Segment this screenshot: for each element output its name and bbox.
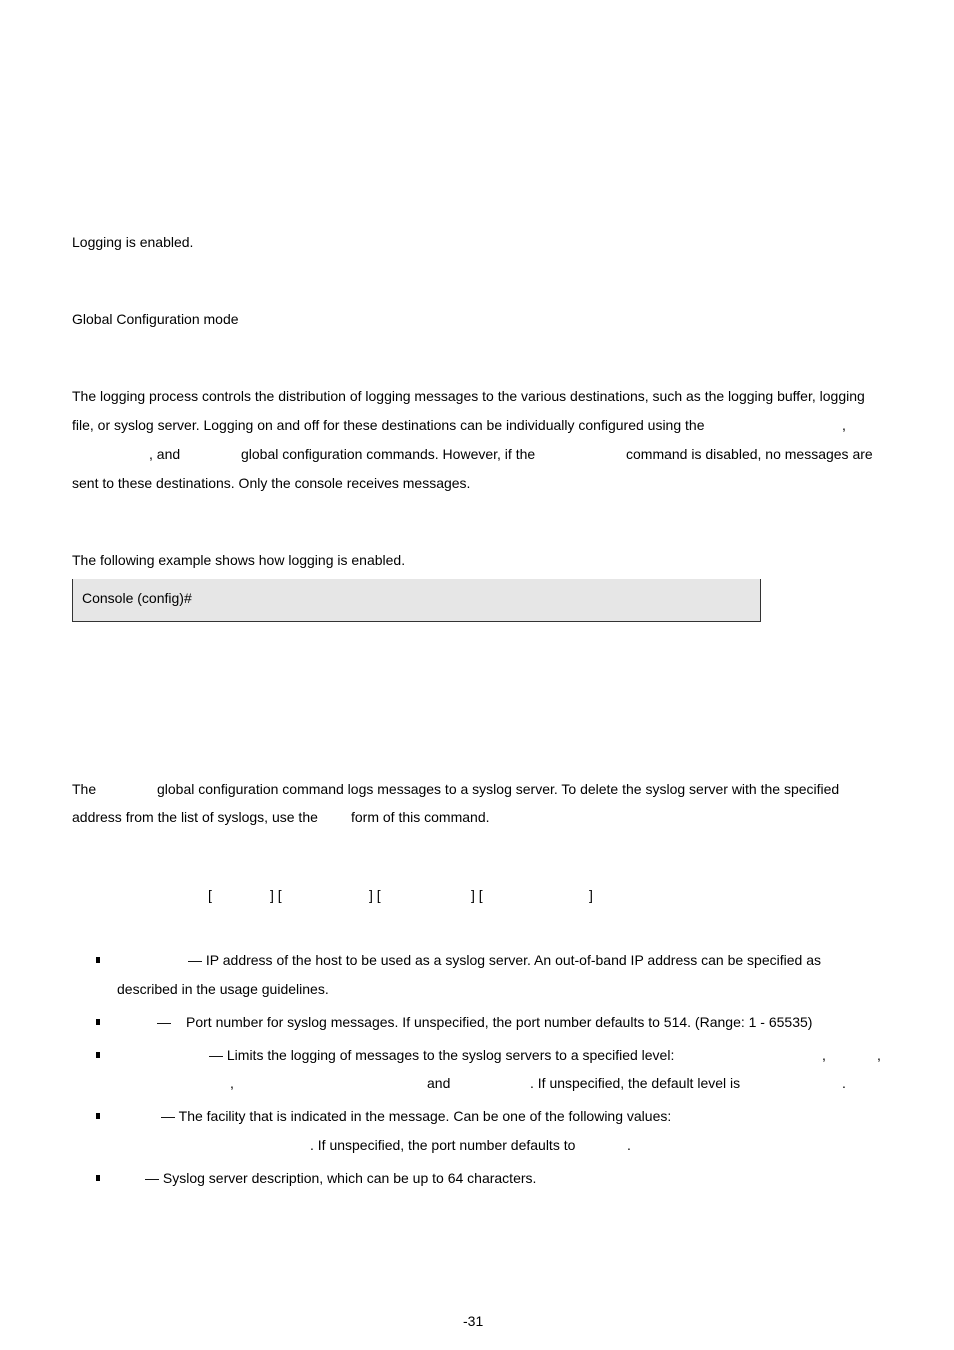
syntax-bracket-3: ] [ bbox=[369, 887, 381, 903]
host-desc-the: The bbox=[72, 781, 97, 797]
usage-line-3-middle: global configuration commands. However, if the bbox=[241, 446, 536, 462]
syntax-bracket-2: ] [ bbox=[270, 887, 282, 903]
param-severity-comma-3: , bbox=[230, 1075, 234, 1091]
param-severity-comma-1: , bbox=[822, 1047, 826, 1063]
param-host-line-2: described in the usage guidelines. bbox=[117, 981, 329, 997]
code-example-box bbox=[72, 579, 761, 622]
bullet-icon bbox=[96, 1052, 100, 1058]
param-severity-period: . bbox=[842, 1075, 846, 1091]
bullet-icon bbox=[96, 1175, 100, 1181]
param-facility-line-1: — The facility that is indicated in the message. Can be one of the following values: bbox=[161, 1108, 672, 1124]
param-severity-tail: . If unspecified, the default level is bbox=[530, 1075, 741, 1091]
example-intro: The following example shows how logging is enabled. bbox=[72, 552, 406, 568]
syntax-bracket-4: ] [ bbox=[471, 887, 483, 903]
usage-line-3-and: , and bbox=[149, 446, 181, 462]
syntax-bracket-5: ] bbox=[589, 887, 593, 903]
default-text: Logging is enabled. bbox=[72, 234, 194, 250]
param-host-line-1: — IP address of the host to be used as a syslog server. An out-of-band IP address can be specified as bbox=[188, 952, 821, 968]
param-severity-comma-2: , bbox=[877, 1047, 881, 1063]
host-desc-line-1: global configuration command logs messages to a syslog server. To delete the syslog server with the specified bbox=[157, 781, 840, 797]
param-severity-line-1: — Limits the logging of messages to the syslog servers to a specified level: bbox=[209, 1047, 675, 1063]
mode-text: Global Configuration mode bbox=[72, 311, 239, 327]
param-facility-period: . bbox=[627, 1137, 631, 1153]
syntax-bracket-1: [ bbox=[208, 887, 212, 903]
usage-line-2-comma: , bbox=[842, 417, 846, 433]
param-port-dash: — bbox=[157, 1014, 171, 1030]
param-severity-and: and bbox=[427, 1075, 451, 1091]
page-number: -31 bbox=[463, 1313, 484, 1329]
host-desc-line-2a: address from the list of syslogs, use the bbox=[72, 809, 318, 825]
param-port-text: Port number for syslog messages. If unspecified, the port number defaults to 514. (Range: 1 - 65535) bbox=[186, 1014, 813, 1030]
usage-line-4: sent to these destinations. Only the console receives messages. bbox=[72, 475, 471, 491]
param-facility-line-2: . If unspecified, the port number defaults to bbox=[310, 1137, 576, 1153]
code-example-text: Console (config)# bbox=[82, 590, 192, 606]
bullet-icon bbox=[96, 1019, 100, 1025]
usage-line-3-end: command is disabled, no messages are bbox=[626, 446, 873, 462]
bullet-icon bbox=[96, 1113, 100, 1119]
usage-line-2: file, or syslog server. Logging on and off for these destinations can be individually configured using the bbox=[72, 417, 705, 433]
param-description-text: — Syslog server description, which can be up to 64 characters. bbox=[145, 1170, 537, 1186]
usage-line-1: The logging process controls the distribution of logging messages to the various destinations, such as the logging buffer, logging bbox=[72, 388, 865, 404]
host-desc-line-2b: form of this command. bbox=[351, 809, 490, 825]
bullet-icon bbox=[96, 957, 100, 963]
